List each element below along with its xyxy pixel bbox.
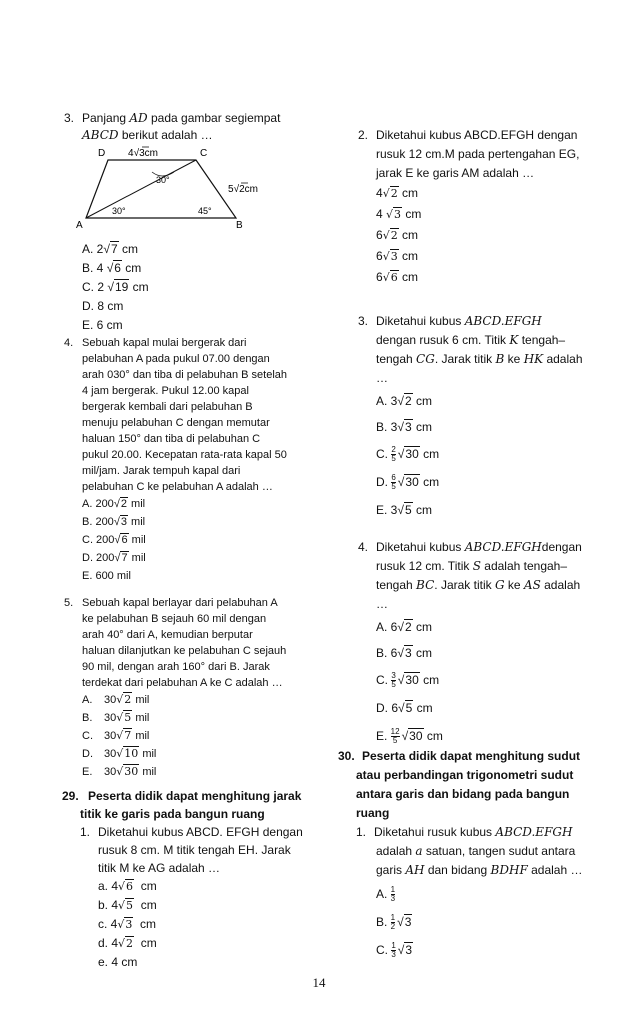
option-b[interactable]: B. 200√3 mil <box>82 516 146 528</box>
top-length: 4√3cm <box>128 148 158 159</box>
trapezoid-outline <box>86 160 236 218</box>
option-a[interactable]: A. 6√2 cm <box>376 620 432 634</box>
angle-b: 45° <box>198 206 212 216</box>
option-c[interactable]: C. 200√6 mil <box>82 534 146 546</box>
option-d[interactable]: D. 30√10 mil <box>82 747 157 760</box>
question-3-right: 3. Diketahui kubus ABCD.EFGH dengan rusuk 6 cm. Titik K tengah– tengah CG. Jarak titik B ke HK adalah … A. 3√2 cm B. 3√3 cm C. $\frac{2}{5}$ √30 cm D. $\frac{6}{5}$ √30 cm E. 3√5 cm <box>358 312 608 524</box>
option-d[interactable]: D. $\frac{6}{5}$ √30 cm <box>376 473 440 492</box>
diagonal-ac <box>86 160 196 218</box>
option-c[interactable]: C. $\frac{1}{3}$ √3 <box>376 941 413 960</box>
section-29-title: 29. Peserta didik dapat menghitung jarak <box>62 789 302 803</box>
option-d[interactable]: D. 8 cm <box>82 299 124 313</box>
option-c[interactable]: c. 4√3 cm <box>98 917 157 931</box>
option-d[interactable]: d. 4√2 cm <box>98 936 157 950</box>
question-4-left: 4. Sebuah kapal mulai bergerak dari pelabuhan A pada pukul 07.00 dengan arah 030° dan tiba di pelabuhan B setelah 4 jam bergerak. Pukul 12.00 kapal bergerak kembali dari pelabuhan B menuju pelabuhan C dengan memutar haluan 150° dan tiba di pelabuhan C pukul 20.00. Kecepatan rata-rata kapal 50 mil/jam. Jarak tempuh kapal dari pelabuhan C ke pelabuhan A adalah … A. 200√2 mil B. 200√3 mil C. 200√6 mil D. 200√7 mil E. 600 mil <box>64 335 319 585</box>
question-4-right: 4. Diketahui kubus ABCD.EFGHdengan rusuk 12 cm. Titik S adalah tengah– tengah BC. Jarak titik G ke AS adalah … A. 6√2 cm B. 6√3 cm C. $\frac{3}{5}$ √30 cm D. 6√5 cm E. $\frac{12}{5}$ √30 cm <box>358 538 608 750</box>
option-4[interactable]: 6√3 cm <box>376 249 419 263</box>
angle-a: 30° <box>112 206 126 216</box>
option-b[interactable]: B. 6√3 cm <box>376 646 432 660</box>
trapezoid-figure <box>76 148 276 230</box>
option-b[interactable]: b. 4√5 cm <box>98 898 157 912</box>
option-c[interactable]: C. $\frac{2}{5}$ √30 cm <box>376 445 440 464</box>
option-d[interactable]: D. 200√7 mil <box>82 552 146 564</box>
option-e[interactable]: E. 600 mil <box>82 570 131 582</box>
section-30-title: 30. Peserta didik dapat menghitung sudut <box>338 749 581 763</box>
option-1[interactable]: 4√2 cm <box>376 186 419 200</box>
right-length: 5√2cm <box>228 184 258 195</box>
option-d[interactable]: D. 6√5 cm <box>376 701 433 715</box>
label-d: D <box>98 148 106 159</box>
label-a: A <box>76 220 83 231</box>
question-2-right: 2. Diketahui kubus ABCD.EFGH dengan rusuk 12 cm.M pada pertengahan EG, jarak E ke garis AM adalah … 4√2 cm 4 √3 cm 6√2 cm 6√3 cm 6√6 cm <box>358 126 608 288</box>
option-5[interactable]: 6√6 cm <box>376 270 419 284</box>
option-e[interactable]: E. $\frac{12}{5}$ √30 cm <box>376 727 443 746</box>
option-e[interactable]: E. 6 cm <box>82 318 123 332</box>
label-c: C <box>200 148 208 159</box>
option-a[interactable]: A. $\frac{1}{3}$ <box>376 885 396 904</box>
q3-options <box>64 240 319 335</box>
option-b[interactable]: B. 3√3 cm <box>376 420 432 434</box>
option-b[interactable]: B. 30√5 mil <box>82 711 150 724</box>
right-column <box>358 126 608 750</box>
option-c[interactable]: C. 30√7 mil <box>82 729 150 742</box>
section-30: 30. Peserta didik dapat menghitung sudut atau perbandingan trigonometri sudut antara garis dan bidang pada bangun ruang 1. Diketahui rusuk kubus ABCD.EFGH adalah a satuan, tangen sudut antara garis AH dan bidang BDHF adalah … A. $\frac{1}{3}$ B. $\frac{1}{2}$ √3 C. $\frac{1}{3}$ √3 <box>338 747 608 964</box>
left-column <box>64 110 319 781</box>
option-b[interactable]: B. $\frac{1}{2}$ √3 <box>376 913 412 932</box>
section-29: 29. Peserta didik dapat menghitung jarak titik ke garis pada bangun ruang 1. Diketahui kubus ABCD. EFGH dengan rusuk 8 cm. M titik tengah EH. Jarak titik M ke AG adalah … a. 4√6 cm b. 4√5 cm c. 4√3 cm d. 4√2 cm e. 4 cm <box>62 787 332 971</box>
option-e[interactable]: E. 3√5 cm <box>376 503 432 517</box>
angle-c: 30° <box>156 175 170 185</box>
option-e[interactable]: e. 4 cm <box>98 955 138 969</box>
option-a[interactable]: A. 2√7 cm <box>82 242 138 256</box>
option-a[interactable]: A. 3√2 cm <box>376 394 432 408</box>
option-a[interactable]: a. 4√6 cm <box>98 879 157 893</box>
option-b[interactable]: B. 4 √6 cm <box>82 261 142 275</box>
option-c[interactable]: C. 2 √19 cm <box>82 280 149 294</box>
option-a[interactable]: A. 200√2 mil <box>82 498 146 510</box>
option-3[interactable]: 6√2 cm <box>376 228 419 242</box>
question-3-left: 3. Panjang AD pada gambar segiempat ABCD berikut adalah … <box>64 111 281 142</box>
label-b: B <box>236 220 243 231</box>
option-a[interactable]: A. 30√2 mil <box>82 693 150 706</box>
option-e[interactable]: E. 30√30 mil <box>82 765 157 778</box>
option-2[interactable]: 4 √3 cm <box>376 207 422 221</box>
question-5-left: 5. Sebuah kapal berlayar dari pelabuhan A ke pelabuhan B sejauh 60 mil dengan arah 40° dari A, kemudian berputar haluan dilanjutkan ke pelabuhan C sejauh 90 mil, dengan arah 160° dari B. Jarak terdekat dari pelabuhan A ke C adalah … A. 30√2 mil B. 30√5 mil C. 30√7 mil D. 30√10 mil E. 30√30 mil <box>64 595 319 781</box>
page-number: 14 <box>312 975 326 990</box>
option-c[interactable]: C. $\frac{3}{5}$ √30 cm <box>376 671 440 690</box>
